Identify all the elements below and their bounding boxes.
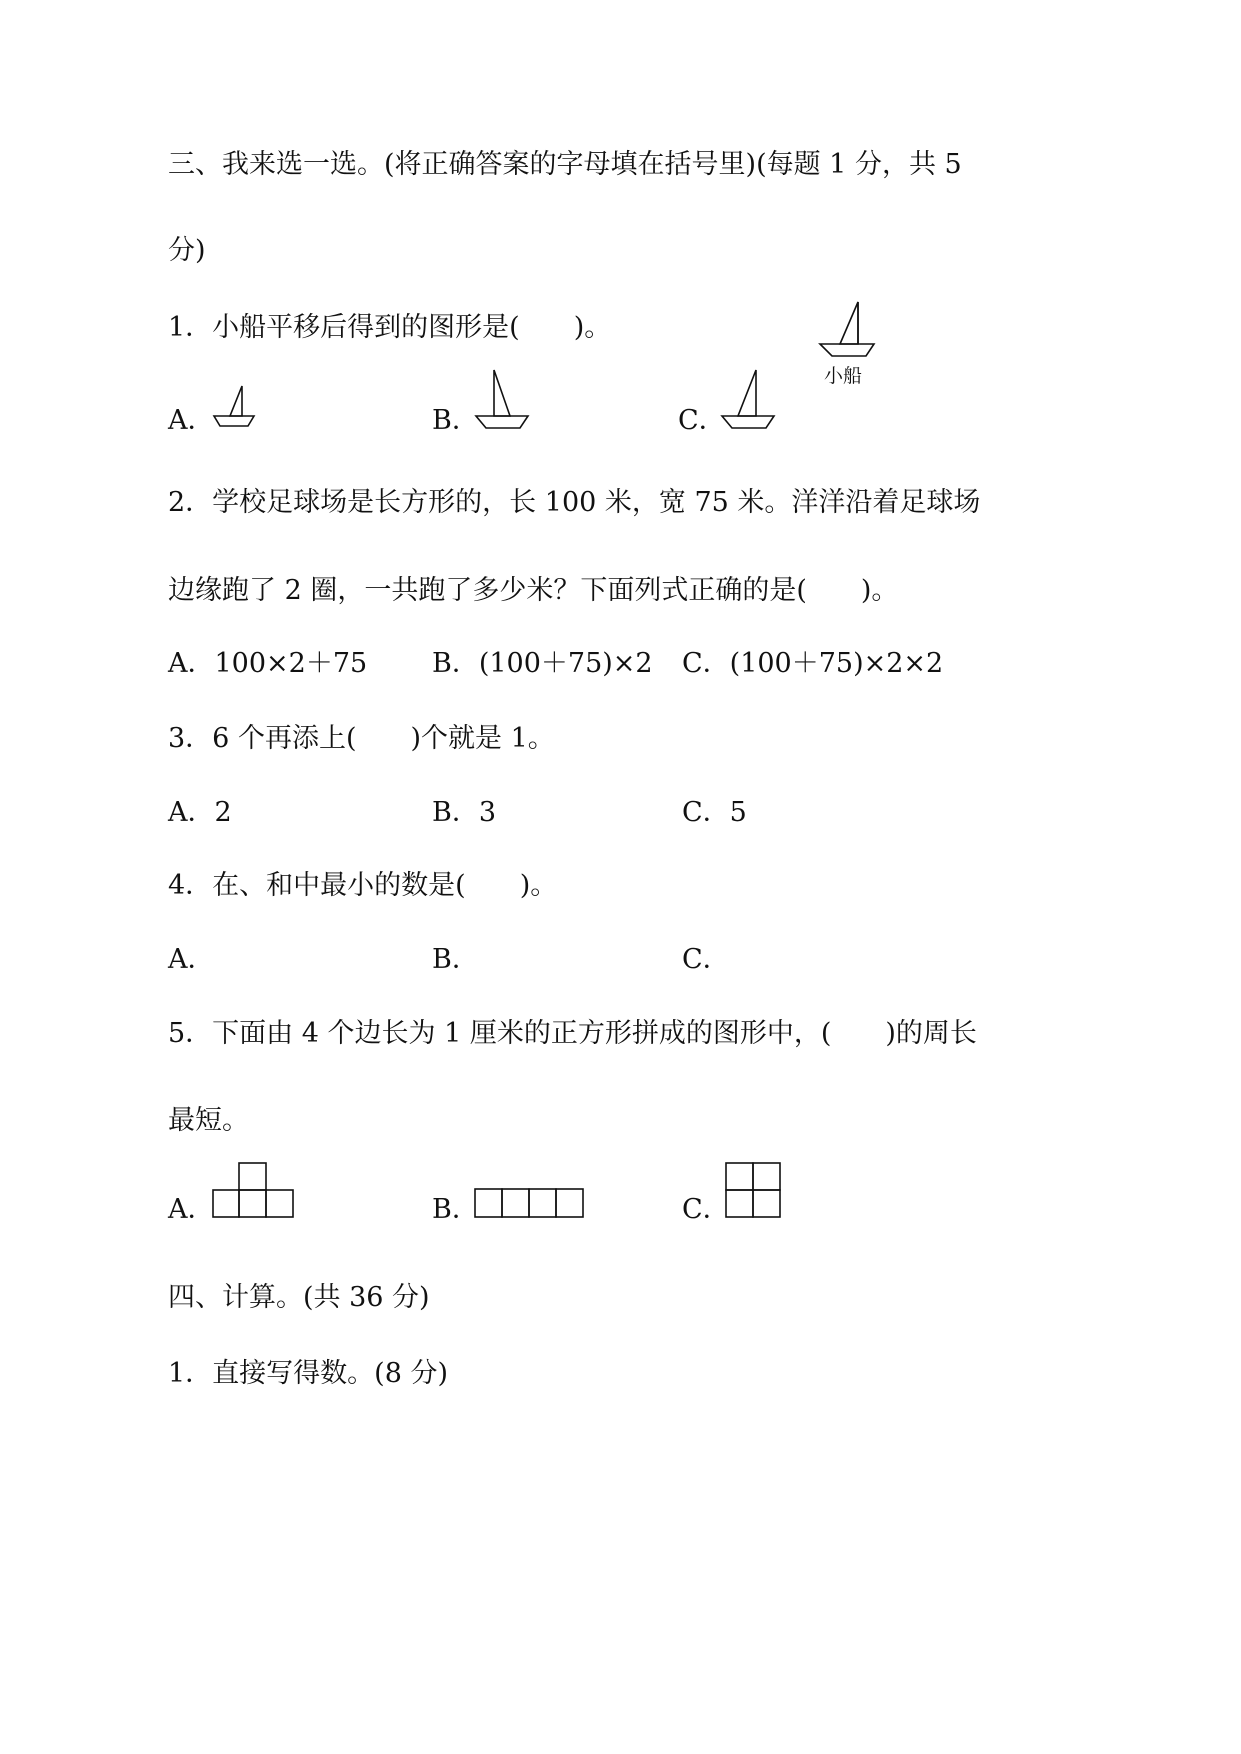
q1-option-b: B． (432, 405, 479, 436)
q1-option-a-boat (212, 384, 258, 430)
q1-option-c: C． (678, 405, 726, 436)
question-2-text-line2: 边缘跑了 2 圈，一共跑了多少米？下面列式正确的是( )。 (168, 575, 899, 606)
q5-option-b-squares (474, 1188, 586, 1220)
question-2-text-line1: 2．学校足球场是长方形的，长 100 米，宽 75 米。洋洋沿着足球场 (168, 487, 981, 518)
question-1-text: 1．小船平移后得到的图形是( )。 (168, 312, 612, 343)
q1-option-a: A． (168, 405, 215, 436)
question-5-text-line2: 最短。 (168, 1105, 249, 1136)
section-3-heading-line1: 三、我来选一选。(将正确答案的字母填在括号里)(每题 1 分，共 5 (168, 149, 962, 180)
q3-option-a: A．2 (168, 797, 232, 828)
q5-option-a: A． (168, 1194, 215, 1225)
q2-option-b: B．(100＋75)×2 (432, 648, 653, 679)
q3-option-c: C．5 (682, 797, 747, 828)
boat-label: 小船 (824, 365, 863, 387)
question-4-text: 4．在、和中最小的数是( )。 (168, 870, 558, 901)
q2-option-a: A．100×2＋75 (168, 648, 368, 679)
q3-option-b: B．3 (432, 797, 497, 828)
q2-option-c: C．(100＋75)×2×2 (682, 648, 944, 679)
q4-option-c: C． (682, 944, 730, 975)
q1-option-c-boat (720, 368, 780, 430)
q5-option-c: C． (682, 1194, 730, 1225)
question-3-text: 3．6 个再添上( )个就是 1。 (168, 723, 555, 754)
question-5-text-line1: 5．下面由 4 个边长为 1 厘米的正方形拼成的图形中，( )的周长 (168, 1018, 977, 1049)
q1-option-b-boat (474, 368, 534, 430)
q4-option-a: A． (168, 944, 215, 975)
reference-boat-figure (818, 300, 878, 360)
section-3-heading-line2: 分) (168, 235, 206, 266)
q5-option-c-squares (725, 1162, 783, 1220)
q5-option-b: B． (432, 1194, 479, 1225)
section-4-heading: 四、计算。(共 36 分) (168, 1282, 430, 1313)
q5-option-a-squares (212, 1162, 296, 1220)
section-4-sub1: 1．直接写得数。(8 分) (168, 1358, 449, 1389)
q4-option-b: B． (432, 944, 479, 975)
